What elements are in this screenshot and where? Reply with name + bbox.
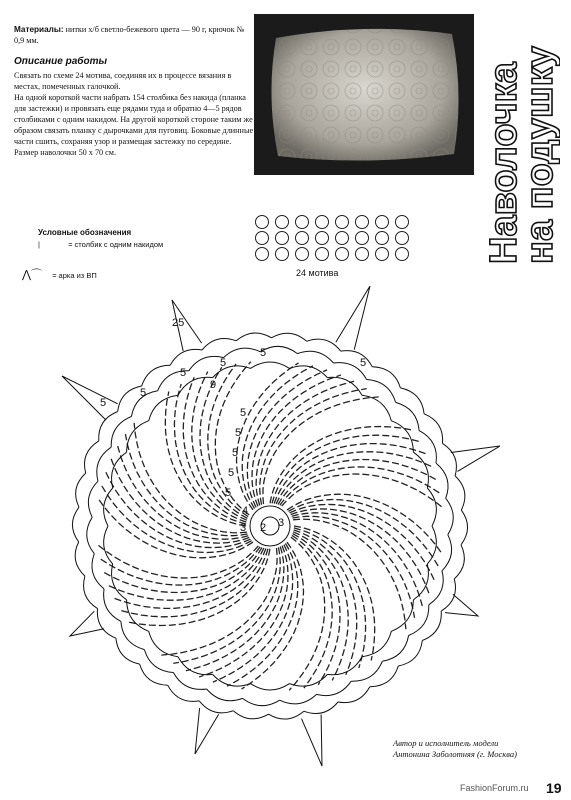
chain-arch xyxy=(111,417,131,448)
motif-circle xyxy=(296,248,309,261)
chain-arch xyxy=(419,431,436,464)
round-number: 5 xyxy=(260,347,267,359)
chain-arch xyxy=(461,510,468,545)
chain-arch xyxy=(121,621,144,649)
chain-arch xyxy=(97,609,116,639)
chain-arch xyxy=(455,476,465,510)
pillow-photo xyxy=(254,14,474,175)
stitch-line xyxy=(200,367,247,518)
round-number: 5 xyxy=(225,487,232,499)
chain-arch xyxy=(398,641,422,667)
motif-circle xyxy=(356,248,369,261)
round-number: 5 xyxy=(228,467,235,479)
motif-circle xyxy=(376,232,389,245)
materials-text: нитки х/б светло-бежевого цвета — 90 г, крючок № 0,9 мм. xyxy=(14,25,245,45)
chain-arch xyxy=(104,589,121,622)
chain-arch xyxy=(104,526,113,564)
chain-arch xyxy=(251,684,290,690)
chain-arch xyxy=(199,701,233,713)
stitch-line xyxy=(125,434,247,536)
stitch-line xyxy=(199,546,288,677)
round-number: 25 xyxy=(172,317,185,329)
motif-circle xyxy=(336,232,349,245)
chain-arch xyxy=(442,535,452,571)
round-number: 5 xyxy=(235,427,242,439)
round-number: 5 xyxy=(232,447,239,459)
chain-arch xyxy=(142,365,171,386)
stitch-line xyxy=(260,389,367,505)
stitch-line xyxy=(129,549,271,626)
chain-arch xyxy=(178,657,213,675)
chain-arch xyxy=(396,402,420,430)
motif-circle xyxy=(356,232,369,245)
stitch-line xyxy=(97,544,258,578)
stitch-line xyxy=(289,537,325,690)
stitch-line xyxy=(293,516,415,618)
stitch-line xyxy=(282,474,443,508)
chain-arch xyxy=(341,351,373,367)
chain-arch xyxy=(413,564,428,600)
description-paragraph: Связать по схеме 24 мотива, соединяя их в процессе вязания в местах, помеченных галочкой. xyxy=(14,71,232,91)
round-number: 5 xyxy=(100,397,107,409)
join-spike xyxy=(62,376,118,420)
page-title xyxy=(470,14,560,279)
stitch-line xyxy=(280,467,441,505)
round-number: 9 xyxy=(210,379,217,391)
chain-arch xyxy=(304,702,338,714)
chain-arch xyxy=(370,666,399,687)
motif-circle xyxy=(296,216,309,229)
chain-arch xyxy=(72,507,79,542)
stitch-line xyxy=(278,460,437,505)
round-number: 3 xyxy=(240,522,247,534)
stitch-line xyxy=(215,362,251,515)
stitch-line xyxy=(161,548,277,655)
motif-circle xyxy=(316,232,329,245)
join-spike xyxy=(445,594,478,616)
chain-arch xyxy=(454,545,464,579)
chain-arch xyxy=(168,685,200,701)
motif-circle xyxy=(256,216,269,229)
chain-arch xyxy=(446,498,454,534)
author-credit xyxy=(393,738,517,760)
chain-arch xyxy=(189,356,227,370)
chain-arch xyxy=(317,681,352,695)
author-line-2: Антонина Заболотняя (г. Москва) xyxy=(393,749,517,759)
stitch-line xyxy=(272,435,420,503)
chain-arch xyxy=(424,414,443,444)
stitch-line xyxy=(173,547,280,663)
motif-circle xyxy=(296,232,309,245)
motif-circle xyxy=(336,248,349,261)
materials-block xyxy=(14,24,250,46)
chain-arch xyxy=(269,711,304,719)
stitch-line xyxy=(292,535,332,688)
legend-item-arch xyxy=(22,266,97,282)
motif-circle xyxy=(276,216,289,229)
chain-arch xyxy=(97,447,111,481)
motif-circle xyxy=(256,248,269,261)
chain-arch xyxy=(112,452,127,488)
legend-title: Условные обозначения xyxy=(38,228,132,237)
stitch-line xyxy=(293,519,406,629)
chain-arch xyxy=(149,395,178,420)
motif-circles xyxy=(254,214,419,264)
stitch-symbol-icon: | xyxy=(38,240,40,249)
join-spike xyxy=(336,286,370,350)
chain-arch xyxy=(76,473,86,507)
stitch-line xyxy=(263,397,379,504)
motif-circle xyxy=(376,216,389,229)
chain-arch xyxy=(297,351,333,363)
chain-arch xyxy=(149,631,178,656)
pillow-image xyxy=(254,14,474,175)
chain-arch xyxy=(367,380,396,403)
legend-item-stitch xyxy=(38,240,163,249)
description-title: Описание работы xyxy=(14,56,108,67)
chain-arch xyxy=(207,689,243,701)
crochet-chart xyxy=(60,286,500,776)
description-paragraph: На одной короткой части набрать 154 столбика без накида (планка для застежки) и провязать еще рядами туда и обратно 4—5 рядов столбиками с одним накидом. На другой короткой стороне таким же образом связать планку с дырочками для пуговиц. Боковые длинные части сшить, сохраняя узор и размещая застежку по середине. Размер наволочки 50 х 70 см. xyxy=(14,93,254,157)
motif-circle xyxy=(396,248,409,261)
round-number: 4 xyxy=(242,505,249,517)
motif-circle xyxy=(396,232,409,245)
round-number: 2 xyxy=(260,522,267,534)
materials-label: Материалы: xyxy=(14,25,64,34)
chain-arch xyxy=(429,571,443,605)
stitch-line xyxy=(99,547,260,585)
round-number: 5 xyxy=(140,387,147,399)
motif-circle xyxy=(396,216,409,229)
chain-arch xyxy=(290,674,328,686)
round-number: 5 xyxy=(220,357,227,369)
chain-arch xyxy=(233,711,268,719)
stitch-line xyxy=(270,427,412,504)
chain-arch xyxy=(400,388,424,414)
chain-arch xyxy=(236,333,271,341)
chain-arch xyxy=(427,488,436,526)
description-body xyxy=(14,70,254,158)
round-number: 5 xyxy=(240,407,247,419)
chain-arch xyxy=(104,488,113,526)
chain-arch xyxy=(87,517,95,553)
chain-arch xyxy=(118,386,142,412)
chain-arch xyxy=(427,526,436,564)
title-line-1: Наволочка xyxy=(483,62,525,264)
join-spike xyxy=(195,708,219,754)
round-number: 3 xyxy=(278,517,285,529)
chain-arch xyxy=(251,362,290,368)
chain-arch xyxy=(382,636,408,662)
chain-arch xyxy=(351,661,382,681)
motif-circle xyxy=(276,232,289,245)
legend-text: = столбик с одним накидом xyxy=(68,240,164,249)
motif-caption: 24 мотива xyxy=(296,268,339,278)
chain-arch xyxy=(327,657,362,675)
author-line-1: Автор и исполнитель модели xyxy=(393,738,499,748)
chain-arch xyxy=(327,377,362,395)
chain-arch xyxy=(272,333,307,341)
chain-arch xyxy=(92,554,104,589)
stitch-line xyxy=(103,548,262,593)
chain-arch xyxy=(75,542,85,576)
motif-grid xyxy=(254,214,419,269)
crochet-diagram xyxy=(60,286,500,781)
chain-arch xyxy=(140,664,168,685)
chain-arch xyxy=(84,576,98,609)
round-number: 5 xyxy=(360,357,367,369)
chain-arch xyxy=(338,687,370,703)
stitch-line xyxy=(293,534,340,685)
stitch-line xyxy=(291,509,429,593)
chain-arch xyxy=(443,443,457,476)
chain-arch xyxy=(307,339,341,351)
motif-circle xyxy=(276,248,289,261)
chain-arch xyxy=(436,463,448,498)
motif-circle xyxy=(316,216,329,229)
arch-symbol-icon: ⋀⌒ xyxy=(22,269,43,281)
chain-arch xyxy=(372,367,400,388)
motif-circle xyxy=(256,232,269,245)
join-spike xyxy=(451,446,500,471)
legend-text: = арка из ВП xyxy=(52,271,97,280)
chain-arch xyxy=(362,631,391,656)
join-spike xyxy=(302,715,323,767)
motif-circle xyxy=(316,248,329,261)
round-number: 5 xyxy=(180,367,187,379)
watermark: FashionForum.ru xyxy=(460,783,529,793)
motif-circle xyxy=(376,248,389,261)
title-line-2: на подушку xyxy=(519,46,560,264)
chain-arch xyxy=(213,366,251,378)
join-spike xyxy=(70,611,104,636)
chain-arch xyxy=(144,650,173,673)
motif-circle xyxy=(336,216,349,229)
chain-arch xyxy=(422,611,441,640)
chain-arch xyxy=(116,638,140,664)
stitch-line xyxy=(120,549,268,617)
chain-arch xyxy=(202,338,236,350)
page-number: 19 xyxy=(546,780,562,796)
chain-arch xyxy=(178,377,213,395)
chain-arch xyxy=(170,349,202,365)
motif-circle xyxy=(356,216,369,229)
chain-arch xyxy=(88,481,98,517)
stitch-line xyxy=(294,526,375,661)
stitch-line xyxy=(252,375,341,506)
chain-arch xyxy=(243,698,280,705)
chain-arch xyxy=(280,694,317,703)
chain-arch xyxy=(409,605,429,636)
chain-arch xyxy=(224,348,261,357)
chain-arch xyxy=(362,395,391,420)
chain-arch xyxy=(173,673,206,690)
